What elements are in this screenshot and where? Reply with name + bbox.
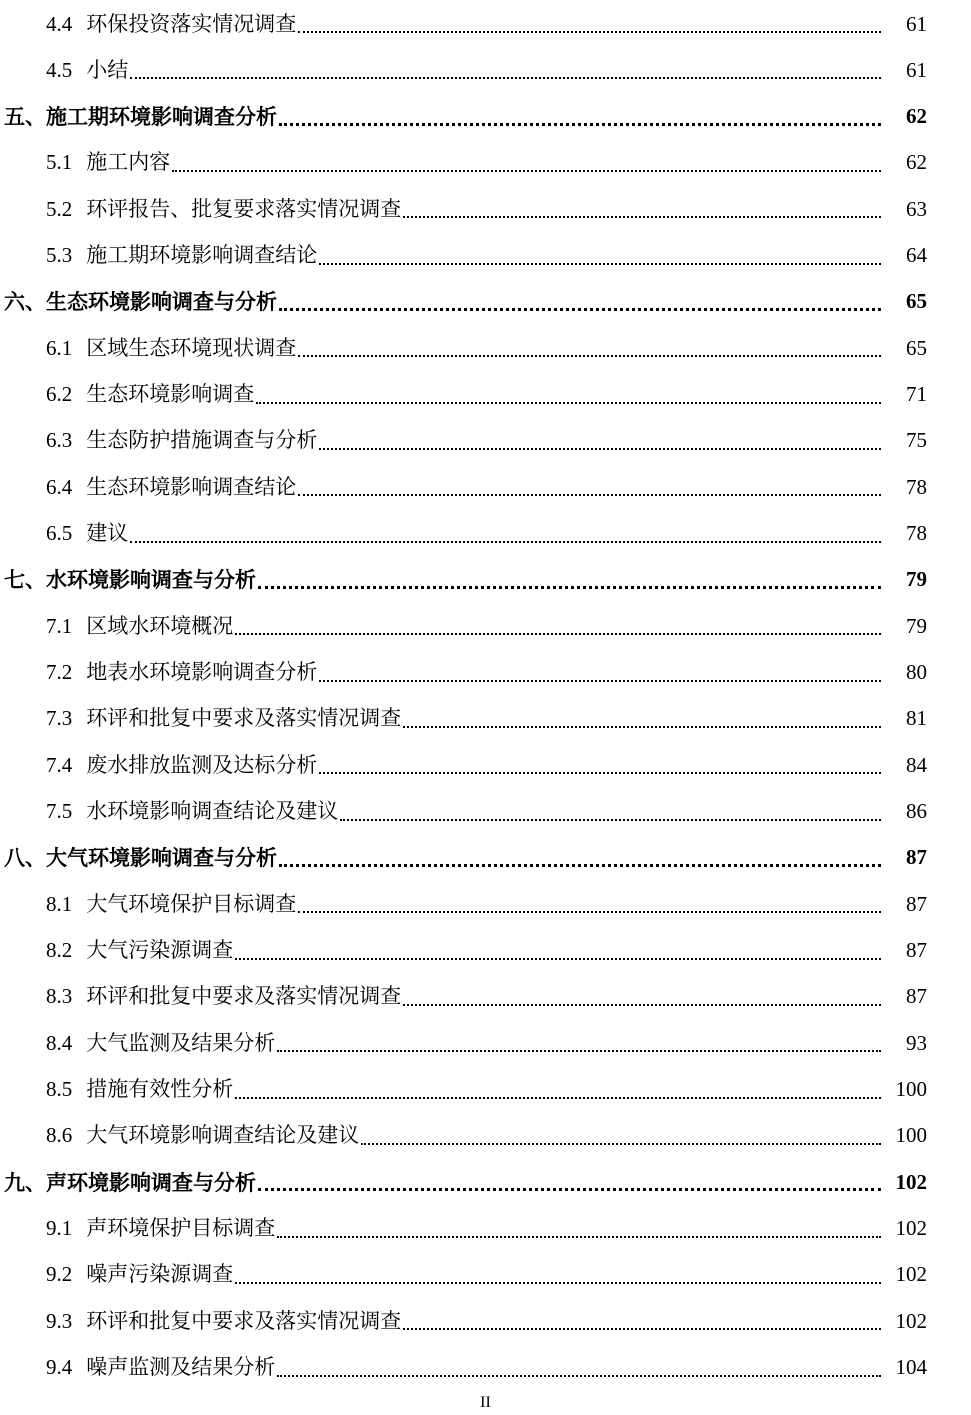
toc-section-entry[interactable] [0, 1067, 971, 1113]
toc-section-entry[interactable] [0, 186, 971, 232]
toc-section-entry[interactable] [0, 1020, 971, 1066]
toc-entry-title: 噪声监测及结果分析 [86, 1355, 276, 1380]
toc-page-number: 102 [895, 1216, 927, 1241]
toc-page-number: 104 [895, 1355, 927, 1380]
toc-entry-title: 环评报告、批复要求落实情况调查 [86, 196, 402, 221]
toc-section-number: 6.3 [46, 428, 73, 453]
toc-entry-title: 七、水环境影响调查与分析 [4, 567, 256, 593]
toc-page-number: 87 [906, 845, 927, 870]
toc-dot-leader [235, 633, 881, 635]
toc-dot-leader [319, 448, 881, 450]
toc-chapter-entry[interactable] [0, 1159, 971, 1205]
toc-page-number: 100 [895, 1077, 927, 1102]
toc-section-entry[interactable] [0, 742, 971, 788]
toc-page-number: 93 [906, 1030, 927, 1055]
toc-section-entry[interactable] [0, 974, 971, 1020]
toc-dot-leader [279, 308, 881, 311]
toc-dot-leader [277, 1236, 881, 1238]
toc-entry-title: 建议 [86, 521, 129, 546]
toc-entry-title: 声环境保护目标调查 [86, 1216, 276, 1241]
toc-entry-title: 环评和批复中要求及落实情况调查 [86, 984, 402, 1009]
toc-section-number: 4.5 [46, 57, 73, 82]
toc-dot-leader [279, 864, 881, 867]
toc-section-number: 9.4 [46, 1355, 73, 1380]
toc-dot-leader [258, 1188, 881, 1191]
toc-page-number: 102 [895, 1169, 927, 1194]
toc-section-entry[interactable] [0, 650, 971, 696]
toc-page-number: 79 [906, 567, 927, 592]
toc-dot-leader [319, 680, 881, 682]
toc-page-number: 102 [895, 1308, 927, 1333]
toc-entry-title: 大气监测及结果分析 [86, 1030, 276, 1055]
toc-dot-leader [256, 402, 881, 404]
toc-dot-leader [172, 170, 881, 172]
toc-page-number: 71 [906, 382, 927, 407]
toc-section-number: 4.4 [46, 11, 73, 36]
toc-section-entry[interactable] [0, 325, 971, 371]
toc-dot-leader [319, 772, 881, 774]
toc-section-entry[interactable] [0, 696, 971, 742]
toc-entry-title: 八、大气环境影响调查与分析 [4, 845, 277, 871]
toc-page-number: 81 [906, 706, 927, 731]
toc-section-number: 8.3 [46, 984, 73, 1009]
toc-page-number: 63 [906, 196, 927, 221]
toc-dot-leader [403, 726, 881, 728]
toc-section-number: 7.3 [46, 706, 73, 731]
toc-entry-title: 区域水环境概况 [86, 613, 234, 638]
toc-entry-title: 施工期环境影响调查结论 [86, 243, 318, 268]
toc-section-entry[interactable] [0, 372, 971, 418]
toc-entry-title: 环保投资落实情况调查 [86, 11, 297, 36]
toc-page-number: 84 [906, 752, 927, 777]
toc-section-number: 5.2 [46, 196, 73, 221]
toc-entry-title: 环评和批复中要求及落实情况调查 [86, 1308, 402, 1333]
toc-dot-leader [235, 1282, 881, 1284]
toc-page-number: 65 [906, 289, 927, 314]
toc-section-number: 9.1 [46, 1216, 73, 1241]
toc-page-number: 61 [906, 11, 927, 36]
toc-section-entry[interactable] [0, 233, 971, 279]
toc-dot-leader [340, 819, 881, 821]
toc-entry-title: 生态防护措施调查与分析 [86, 428, 318, 453]
toc-entry-title: 措施有效性分析 [86, 1077, 234, 1102]
toc-dot-leader [277, 1375, 881, 1377]
toc-dot-leader [130, 77, 881, 79]
toc-section-entry[interactable] [0, 418, 971, 464]
toc-section-number: 8.5 [46, 1077, 73, 1102]
toc-section-entry[interactable] [0, 1298, 971, 1344]
toc-dot-leader [277, 1050, 881, 1052]
toc-page-number: 100 [895, 1123, 927, 1148]
toc-dot-leader [298, 494, 881, 496]
toc-page-number: 79 [906, 613, 927, 638]
toc-page-number: 102 [895, 1262, 927, 1287]
toc-dot-leader [298, 31, 881, 33]
toc-page-number: 87 [906, 938, 927, 963]
toc-entry-title: 区域生态环境现状调查 [86, 335, 297, 360]
toc-section-entry[interactable] [0, 140, 971, 186]
toc-section-entry[interactable] [0, 603, 971, 649]
toc-section-number: 9.2 [46, 1262, 73, 1287]
toc-dot-leader [279, 123, 881, 126]
toc-entry-title: 环评和批复中要求及落实情况调查 [86, 706, 402, 731]
toc-chapter-entry[interactable] [0, 279, 971, 325]
toc-chapter-entry[interactable] [0, 94, 971, 140]
toc-entry-title: 大气环境保护目标调查 [86, 891, 297, 916]
toc-section-number: 6.2 [46, 382, 73, 407]
toc-entry-title: 废水排放监测及达标分析 [86, 752, 318, 777]
toc-chapter-entry[interactable] [0, 835, 971, 881]
toc-section-number: 7.2 [46, 660, 73, 685]
toc-dot-leader [235, 958, 881, 960]
footer-page-number: II [480, 1394, 491, 1411]
toc-entry-title: 五、施工期环境影响调查分析 [4, 104, 277, 130]
toc-section-number: 7.1 [46, 613, 73, 638]
toc-entry-title: 地表水环境影响调查分析 [86, 660, 318, 685]
toc-page-number: 87 [906, 984, 927, 1009]
toc-chapter-entry[interactable] [0, 557, 971, 603]
toc-entry-title: 大气污染源调查 [86, 938, 234, 963]
toc-section-number: 6.4 [46, 474, 73, 499]
toc-section-number: 5.1 [46, 150, 73, 175]
toc-page-number: 62 [906, 150, 927, 175]
toc-page-number: 87 [906, 891, 927, 916]
toc-page-number: 78 [906, 474, 927, 499]
toc-entry-title: 九、声环境影响调查与分析 [4, 1169, 256, 1195]
toc-section-entry[interactable] [0, 789, 971, 835]
toc-section-number: 5.3 [46, 243, 73, 268]
toc-page-number: 75 [906, 428, 927, 453]
toc-page-number: 64 [906, 243, 927, 268]
toc-entry-title: 水环境影响调查结论及建议 [86, 799, 339, 824]
toc-section-entry[interactable] [0, 1206, 971, 1252]
toc-section-entry[interactable] [0, 1, 971, 47]
toc-section-entry[interactable] [0, 1345, 971, 1391]
toc-dot-leader [319, 263, 881, 265]
toc-section-number: 6.5 [46, 521, 73, 546]
toc-entry-title: 生态环境影响调查结论 [86, 474, 297, 499]
toc-entry-title: 六、生态环境影响调查与分析 [4, 289, 277, 315]
toc-dot-leader [258, 586, 881, 589]
toc-section-entry[interactable] [0, 881, 971, 927]
toc-page-number: 62 [906, 104, 927, 129]
toc-section-number: 8.4 [46, 1030, 73, 1055]
toc-section-number: 8.6 [46, 1123, 73, 1148]
toc-section-number: 8.1 [46, 891, 73, 916]
toc-page-number: 86 [906, 799, 927, 824]
toc-page-number: 65 [906, 335, 927, 360]
toc-section-number: 8.2 [46, 938, 73, 963]
toc-entry-title: 噪声污染源调查 [86, 1262, 234, 1287]
toc-section-number: 7.5 [46, 799, 73, 824]
toc-section-entry[interactable] [0, 464, 971, 510]
toc-dot-leader [361, 1143, 881, 1145]
toc-page-number: 80 [906, 660, 927, 685]
toc-dot-leader [130, 541, 881, 543]
toc-section-entry[interactable] [0, 1252, 971, 1298]
toc-entry-title: 小结 [86, 57, 129, 82]
toc-page-number: 61 [906, 57, 927, 82]
toc-entry-title: 生态环境影响调查 [86, 382, 255, 407]
toc-section-entry[interactable] [0, 1113, 971, 1159]
toc-section-entry[interactable] [0, 47, 971, 93]
toc-entry-title: 施工内容 [86, 150, 171, 175]
toc-dot-leader [403, 216, 881, 218]
toc-entry-title: 大气环境影响调查结论及建议 [86, 1123, 360, 1148]
toc-section-entry[interactable] [0, 928, 971, 974]
toc-dot-leader [403, 1004, 881, 1006]
toc-dot-leader [298, 911, 881, 913]
toc-section-number: 7.4 [46, 752, 73, 777]
toc-section-number: 6.1 [46, 335, 73, 360]
toc-section-number: 9.3 [46, 1308, 73, 1333]
toc-dot-leader [403, 1328, 881, 1330]
toc-page-number: 78 [906, 521, 927, 546]
toc-dot-leader [298, 355, 881, 357]
toc-section-entry[interactable] [0, 511, 971, 557]
toc-dot-leader [235, 1097, 881, 1099]
